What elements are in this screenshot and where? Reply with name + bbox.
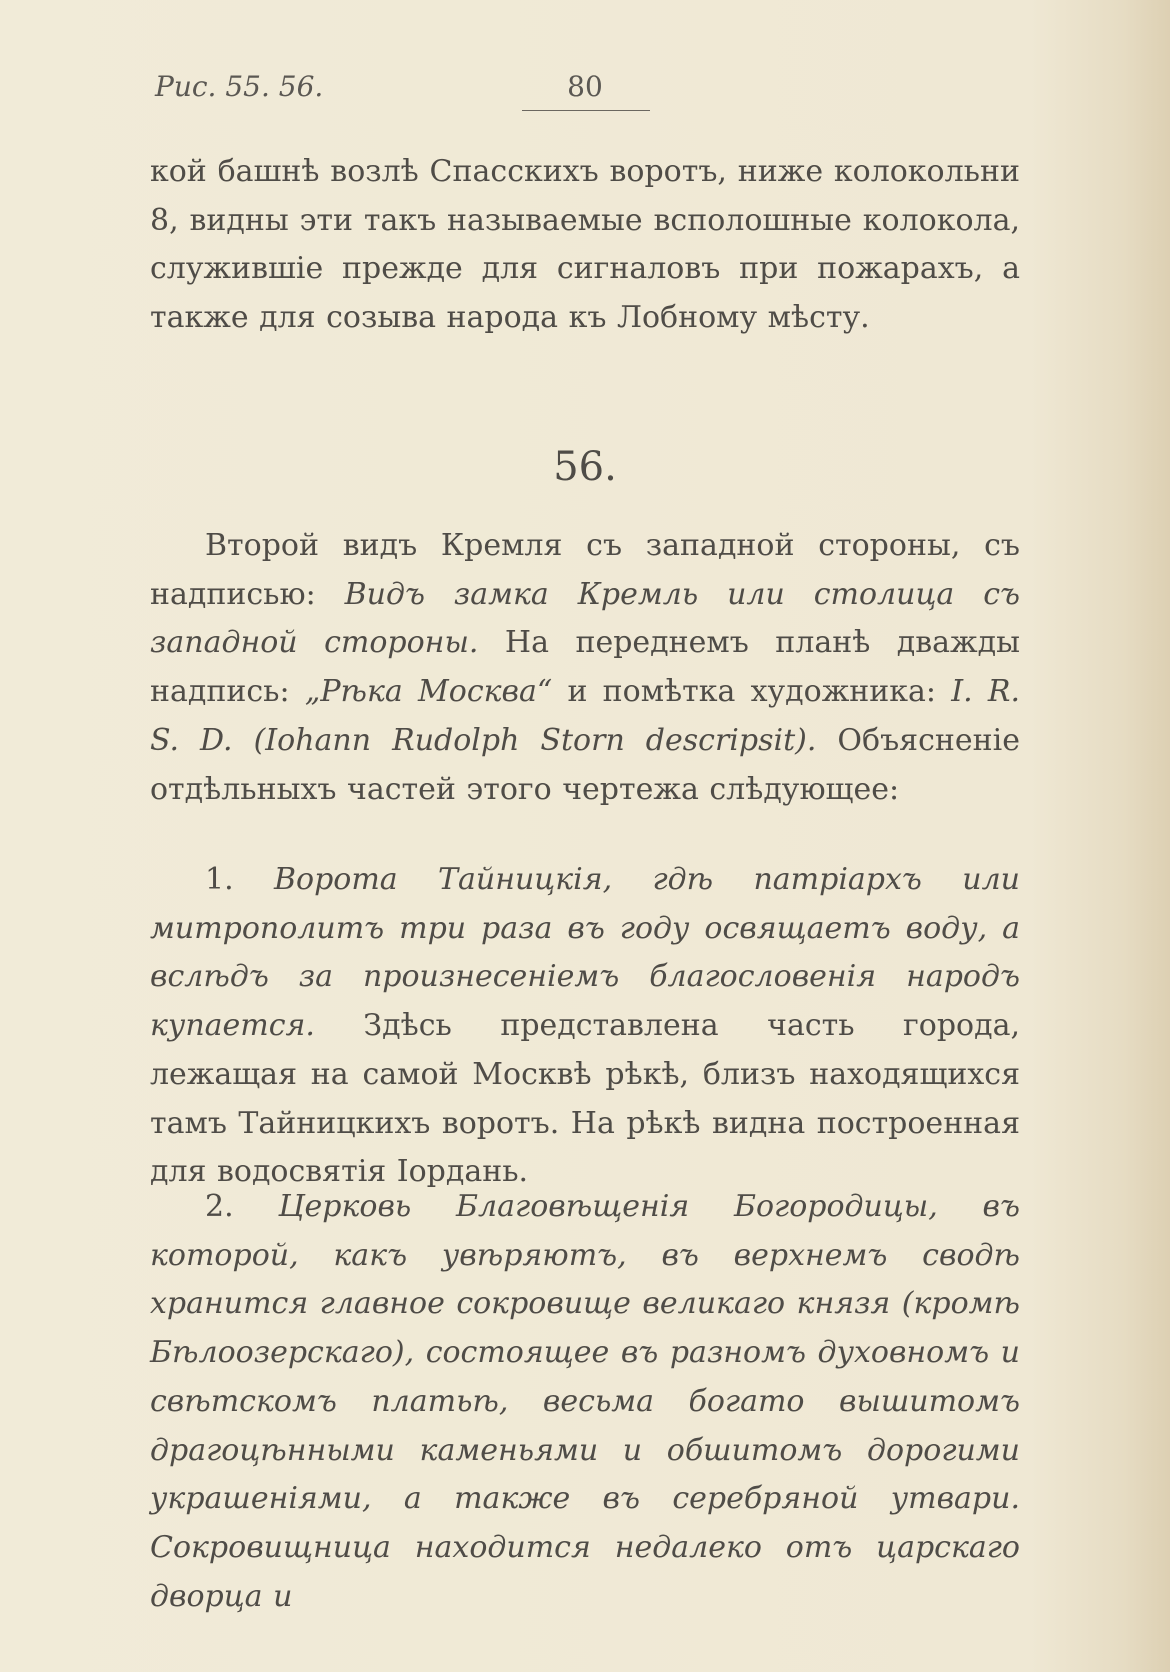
list-item-italic: Ворота Тайницкія, гдѣ патріархъ или митрополитъ три раза въ году освящаетъ воду, а вслѣдъ за произнесеніемъ благословенія народъ купается. (150, 862, 1020, 1044)
paragraph-text: и помѣтка художника: (552, 674, 952, 710)
page-number: 80 (567, 70, 603, 103)
list-item-text: Здѣсь представлена часть города, лежащая на самой Москвѣ рѣкѣ, близъ находящихся тамъ Тайницкихъ воротъ. На рѣкѣ видна построенная для водосвятія Іордань. (150, 1008, 1020, 1190)
paragraph-continuation (150, 148, 1020, 343)
paragraph-text: На переднемъ планѣ дважды надпись: (150, 625, 1020, 710)
inscription-italic: Видъ замка Кремль или столица съ западной стороны. (150, 576, 1020, 661)
list-item-number: 1. (205, 862, 274, 897)
figure-reference: Рис. 55. 56. (155, 70, 324, 103)
paragraph-text: Объясненіе отдѣльныхъ частей этого чертежа слѣдующее: (150, 722, 1020, 807)
header-rule (522, 110, 650, 111)
artist-mark-italic: I. R. S. D. (Iohann Rudolph Storn descripsit). (150, 674, 1020, 758)
inscription-italic: „Рѣка Москва“ (304, 674, 553, 710)
list-item-1 (150, 856, 1020, 1197)
section-number: 56. (553, 444, 617, 490)
paragraph-text: кой башнѣ возлѣ Спасскихъ воротъ, ниже колокольни 8, видны эти такъ называемые всполошные колокола, служившіе прежде для сигналовъ при пожарахъ, а также для созыва народа къ Лобному мѣсту. (150, 154, 1020, 336)
paragraph-text: Второй видъ Кремля съ западной стороны, съ надписью: (150, 528, 1020, 612)
list-item-number: 2. (205, 1189, 279, 1224)
paragraph-description (150, 522, 1020, 814)
list-item-2 (150, 1183, 1020, 1621)
list-item-italic: Церковь Благовѣщенія Богородицы, въ которой, какъ увѣряютъ, въ верхнемъ сводѣ хранится главное сокровище великаго князя (кромѣ Бѣлоозерскаго), состоящее въ разномъ духовномъ и свѣтскомъ платьѣ, весьма богато вышитомъ драгоцѣнными каменьями и обшитомъ дорогими украшеніями, а также въ серебряной утвари. Сокровищница находится недалеко отъ царскаго дворца и (150, 1189, 1020, 1614)
